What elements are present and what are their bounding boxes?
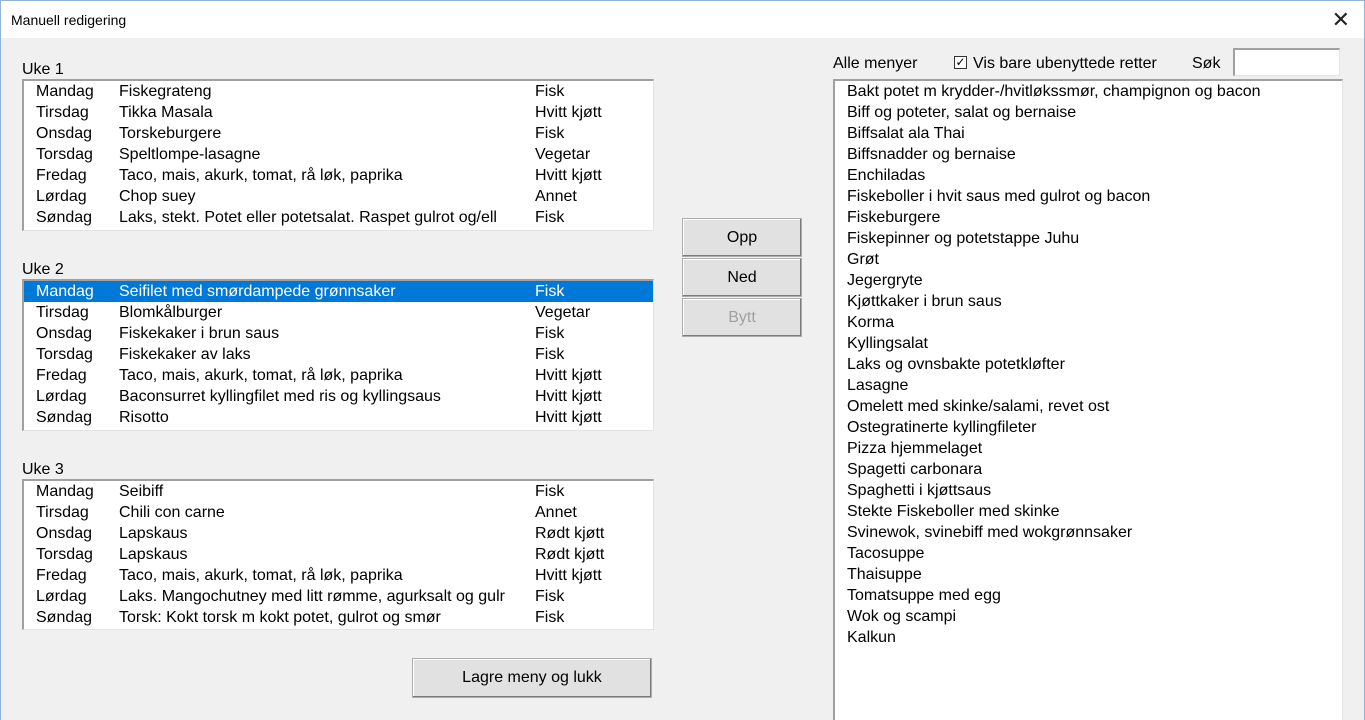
list-item[interactable]: Fiskepinner og potetstappe Juhu	[847, 230, 1080, 247]
week-3-label: Uke 3	[22, 461, 64, 478]
table-row[interactable]	[24, 502, 653, 523]
move-down-button[interactable]: Ned	[682, 258, 802, 297]
week-2-listbox[interactable]	[22, 279, 654, 431]
category-cell: Vegetar	[535, 304, 591, 321]
table-row[interactable]	[24, 523, 653, 544]
day-cell: Søndag	[36, 409, 93, 426]
table-row[interactable]	[24, 544, 653, 565]
dialog-body	[0, 38, 1365, 720]
category-cell: Vegetar	[535, 146, 591, 163]
unused-only-checkbox[interactable]: ✓	[955, 55, 966, 69]
list-item[interactable]: Svinewok, svinebiff med wokgrønnsaker	[847, 524, 1133, 541]
list-item[interactable]: Grøt	[847, 251, 879, 268]
day-cell: Lørdag	[36, 388, 87, 405]
table-row[interactable]	[24, 144, 653, 165]
move-up-button[interactable]: Opp	[682, 218, 802, 257]
dish-cell: Torsk: Kokt torsk m kokt potet, gulrot og smør	[119, 609, 441, 626]
table-row[interactable]	[24, 565, 653, 586]
dish-cell: Chop suey	[119, 188, 196, 205]
list-item[interactable]: Kjøttkaker i brun saus	[847, 293, 1002, 310]
day-cell: Mandag	[36, 83, 94, 100]
search-label: Søk	[1192, 55, 1221, 72]
close-icon[interactable]: ✕	[1331, 7, 1350, 32]
dish-cell: Chili con carne	[119, 504, 225, 521]
all-menus-label: Alle menyer	[833, 55, 918, 72]
day-cell: Tirsdag	[36, 304, 89, 321]
category-cell: Rødt kjøtt	[535, 546, 605, 563]
list-item[interactable]: Biffsnadder og bernaise	[847, 146, 1016, 163]
list-item[interactable]: Tacosuppe	[847, 545, 925, 562]
window-title: Manuell redigering	[11, 12, 127, 28]
category-cell: Fisk	[535, 588, 565, 605]
table-row[interactable]	[24, 186, 653, 207]
list-item[interactable]: Fiskeburgere	[847, 209, 941, 226]
dish-cell: Lapskaus	[119, 525, 188, 542]
day-cell: Lørdag	[36, 588, 87, 605]
day-cell: Torsdag	[36, 346, 93, 363]
category-cell: Fisk	[535, 125, 565, 142]
dish-cell: Taco, mais, akurk, tomat, rå løk, paprika	[119, 367, 403, 384]
day-cell: Torsdag	[36, 546, 93, 563]
dish-cell: Seifilet med smørdampede grønnsaker	[119, 283, 396, 300]
dish-cell: Tikka Masala	[119, 104, 213, 121]
day-cell: Tirsdag	[36, 104, 89, 121]
dish-cell: Baconsurret kyllingfilet med ris og kyllingsaus	[119, 388, 441, 405]
week-3-listbox[interactable]	[22, 479, 654, 630]
day-cell: Søndag	[36, 609, 93, 626]
day-cell: Søndag	[36, 209, 93, 226]
table-row[interactable]	[24, 123, 653, 144]
list-item[interactable]: Lasagne	[847, 377, 909, 394]
category-cell: Fisk	[535, 325, 565, 342]
table-row[interactable]	[24, 165, 653, 186]
category-cell: Fisk	[535, 209, 565, 226]
list-item[interactable]: Bakt potet m krydder-/hvitløkssmør, champignon og bacon	[847, 83, 1261, 100]
dish-cell: Fiskekaker i brun saus	[119, 325, 280, 342]
category-cell: Fisk	[535, 346, 565, 363]
day-cell: Mandag	[36, 483, 94, 500]
table-row[interactable]	[24, 323, 653, 344]
table-row[interactable]	[24, 386, 653, 407]
day-cell: Onsdag	[36, 525, 93, 542]
dish-cell: Fiskekaker av laks	[119, 346, 251, 363]
category-cell: Hvitt kjøtt	[535, 367, 602, 384]
dish-cell: Taco, mais, akurk, tomat, rå løk, paprika	[119, 567, 403, 584]
list-item[interactable]: Fiskeboller i hvit saus med gulrot og bacon	[847, 188, 1151, 205]
category-cell: Fisk	[535, 609, 565, 626]
list-item[interactable]: Laks og ovnsbakte potetkløfter	[847, 356, 1065, 373]
day-cell: Mandag	[36, 283, 94, 300]
list-item[interactable]: Kalkun	[847, 629, 896, 646]
category-cell: Hvitt kjøtt	[535, 388, 602, 405]
table-row[interactable]	[24, 586, 653, 607]
list-item[interactable]: Enchiladas	[847, 167, 926, 184]
list-item[interactable]: Pizza hjemmelaget	[847, 440, 983, 457]
day-cell: Onsdag	[36, 325, 93, 342]
table-row[interactable]	[24, 207, 653, 228]
table-row[interactable]	[24, 302, 653, 323]
day-cell: Lørdag	[36, 188, 87, 205]
list-item[interactable]: Jegergryte	[847, 272, 923, 289]
day-cell: Tirsdag	[36, 504, 89, 521]
table-row[interactable]	[24, 102, 653, 123]
list-item[interactable]: Spagetti carbonara	[847, 461, 983, 478]
dish-cell: Torskeburgere	[119, 125, 222, 142]
title-bar	[0, 0, 1365, 38]
list-item[interactable]: Kyllingsalat	[847, 335, 928, 352]
week-1-label: Uke 1	[22, 61, 64, 78]
dish-cell: Laks. Mangochutney med litt rømme, agurksalt og gulr	[119, 588, 505, 605]
list-item[interactable]: Stekte Fiskeboller med skinke	[847, 503, 1060, 520]
list-item[interactable]: Wok og scampi	[847, 608, 957, 625]
list-item[interactable]: Spaghetti i kjøttsaus	[847, 482, 992, 499]
day-cell: Fredag	[36, 367, 87, 384]
category-cell: Hvitt kjøtt	[535, 409, 602, 426]
list-item[interactable]: Tomatsuppe med egg	[847, 587, 1001, 604]
table-row[interactable]	[24, 481, 653, 502]
dish-cell: Risotto	[119, 409, 169, 426]
dish-cell: Laks, stekt. Potet eller potetsalat. Raspet gulrot og/ell	[119, 209, 497, 226]
table-row[interactable]	[24, 281, 653, 302]
list-item[interactable]: Thaisuppe	[847, 566, 922, 583]
category-cell: Fisk	[535, 83, 565, 100]
dish-cell: Taco, mais, akurk, tomat, rå løk, paprika	[119, 167, 403, 184]
search-input[interactable]	[1233, 48, 1340, 76]
dish-cell: Lapskaus	[119, 546, 188, 563]
table-row[interactable]	[24, 407, 653, 428]
category-cell: Hvitt kjøtt	[535, 567, 602, 584]
list-item[interactable]: Biff og poteter, salat og bernaise	[847, 104, 1077, 121]
dish-cell: Fiskegrateng	[119, 83, 212, 100]
week-2-label: Uke 2	[22, 261, 64, 278]
save-and-close-button[interactable]: Lagre meny og lukk	[412, 658, 652, 698]
week-1-listbox[interactable]	[22, 79, 654, 231]
dish-cell: Blomkålburger	[119, 304, 223, 321]
list-item[interactable]: Biffsalat ala Thai	[847, 125, 965, 142]
day-cell: Fredag	[36, 167, 87, 184]
category-cell: Annet	[535, 188, 577, 205]
dish-cell: Speltlompe-lasagne	[119, 146, 261, 163]
swap-button[interactable]: Bytt	[682, 298, 802, 337]
category-cell: Hvitt kjøtt	[535, 104, 602, 121]
category-cell: Fisk	[535, 283, 565, 300]
day-cell: Onsdag	[36, 125, 93, 142]
category-cell: Fisk	[535, 483, 565, 500]
day-cell: Torsdag	[36, 146, 93, 163]
table-row[interactable]	[24, 344, 653, 365]
list-item[interactable]: Ostegratinerte kyllingfileter	[847, 419, 1037, 436]
day-cell: Fredag	[36, 567, 87, 584]
list-item[interactable]: Omelett med skinke/salami, revet ost	[847, 398, 1110, 415]
table-row[interactable]	[24, 365, 653, 386]
table-row[interactable]	[24, 607, 653, 628]
category-cell: Hvitt kjøtt	[535, 167, 602, 184]
dish-cell: Seibiff	[119, 483, 164, 500]
all-menus-listbox[interactable]	[833, 79, 1343, 720]
category-cell: Rødt kjøtt	[535, 525, 605, 542]
table-row[interactable]	[24, 81, 653, 102]
category-cell: Annet	[535, 504, 577, 521]
unused-only-checkbox-label[interactable]: Vis bare ubenyttede retter	[973, 55, 1157, 72]
list-item[interactable]: Korma	[847, 314, 895, 331]
